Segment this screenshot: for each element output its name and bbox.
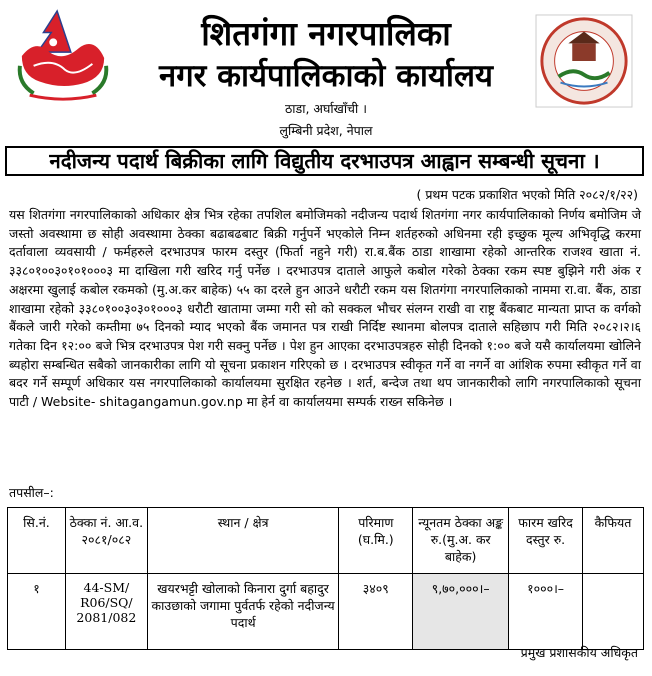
header-remarks: कैफियत <box>583 508 644 574</box>
cell-form-fee: १०००।– <box>509 574 583 650</box>
header-minimum-amount: न्यूनतम ठेक्का अङ्क रु.(मु.अ. कर बाहेक) <box>413 508 509 574</box>
header-quantity: परिमाण (घ.मि.) <box>339 508 413 574</box>
header-serial-number: सि.नं. <box>8 508 66 574</box>
signature-title: प्रमुख प्रशासकीय अधिकृत <box>520 645 638 660</box>
details-table <box>7 507 644 650</box>
nepal-emblem-icon <box>14 8 112 108</box>
notice-body: यस शितगंगा नगरपालिकाको अधिकार क्षेत्र भित्र रहेका तपशिल बमोजिमको नदीजन्य पदार्थ शितगंगा नगर कार्यपालिकाको निर्णय बमोजिम जे जस्तो अवस्थामा छ सोही अवस्थामा ठेक्का बढाबढबाट बिक्री गर्नुपर्ने भएकोले निम्न शर्तहरुको अधिनमा रही इच्छुक मूल्य अभिवृद्धि करमा दर्तावाला व्यवसायी / फर्महरुले दरभाउपत्र फारम दस्तुर (फिर्ता नहुने गरी) रा.ब.बैंक ठाडा शाखामा रहेको आन्तरिक राजश्व खाता नं. ३३८०१००३०१०१०००३ मा दाखिला गरी खरिद गर्नु पर्नेछ । दरभाउपत्र दाताले आफुले कबोल गरेको ठेक्का रकम स्पष्ट बुझिने गरी अंक र अक्षरमा खुलाई कबोल रकमको (मु.अ.कर बाहेक) ५५ का दरले हुन आउने धरौटी रकम यस शितगंगा नगरपालिकाको नाममा रा.वा. बैंक, ठाडा शाखामा रहेको ३३८०१००३०३०१०००३ धरौटी खातामा जम्मा गरी सो को सक्कल भौचर संलग्न राखी वा राष्ट्र बैंकबाट मान्यता प्राप्त क वर्गको बैंकले जारी गरेको कम्तीमा ७५ दिनको म्याद भएको बैंक जमानत पत्र राखी निर्दिष्ट स्थानमा बोलपत्र दाताले सहिछाप गरी मिति २०८२।२।६ गतेका दिन १२:०० बजे भित्र दरभाउपत्र पेश गरी सक्नु पर्नेछ । पेश हुन आएका दरभाउपत्रहरु सोही दिनको १:०० बजे यसै कार्यालयमा खोलिने ब्यहोरा सम्बन्धित सबैको जानकारीका लागि यो सूचना प्रकाशन गरिएको छ । दरभाउपत्र स्वीकृत गर्ने वा नगर्ने वा आंशिक रुपमा स्वीकृत गर्ने वा बदर गर्ने सम्पूर्ण अधिकार यस नगरपालिकाको कार्यालयमा सुरक्षित रहनेछ । शर्त, बन्देज तथा थप जानकारीको लागि नगरपालिकाको सूचना पाटी / Website- shitagangamun.gov.np मा हेर्न वा कार्यालयमा सम्पर्क राख्न सकिनेछ । <box>9 207 641 410</box>
cell-location: खयरभट्टी खोलाको किनारा दुर्गा बहादुर काउछाको जगामा पुर्वतर्फ रहेको नदीजन्य पदार्थ <box>147 574 339 650</box>
office-name: नगर कार्यपालिकाको कार्यालय <box>159 58 493 94</box>
municipality-name: शितगंगा नगरपालिका <box>201 14 451 53</box>
header-location: स्थान / क्षेत्र <box>147 508 339 574</box>
publication-date-note: ( प्रथम पटक प्रकाशित भएको मिति २०८२/१/२२) <box>416 187 638 202</box>
table-header-row <box>8 508 644 574</box>
table-label: तपसील–: <box>9 485 54 500</box>
table-row <box>8 574 644 650</box>
address-line-2: लुम्बिनी प्रदेश, नेपाल <box>279 123 373 138</box>
cell-serial-number: १ <box>8 574 66 650</box>
municipality-logo-icon <box>535 14 633 108</box>
header-form-fee: फारम खरिद दस्तुर रु. <box>509 508 583 574</box>
address-line-1: ठाडा, अर्घाखाँची । <box>285 101 367 116</box>
notice-title: नदीजन्य पदार्थ बिक्रीका लागि विद्युतीय दरभाउपत्र आह्वान सम्बन्धी सूचना । <box>5 146 644 176</box>
cell-remarks <box>583 574 644 650</box>
cell-minimum-amount: ९,७०,०००।– <box>413 574 509 650</box>
cell-contract-number: 44-SM/ R06/SQ/ 2081/082 <box>65 574 147 650</box>
header-contract-number: ठेक्का नं. आ.व. २०८१/०८२ <box>65 508 147 574</box>
cell-quantity: ३४०९ <box>339 574 413 650</box>
